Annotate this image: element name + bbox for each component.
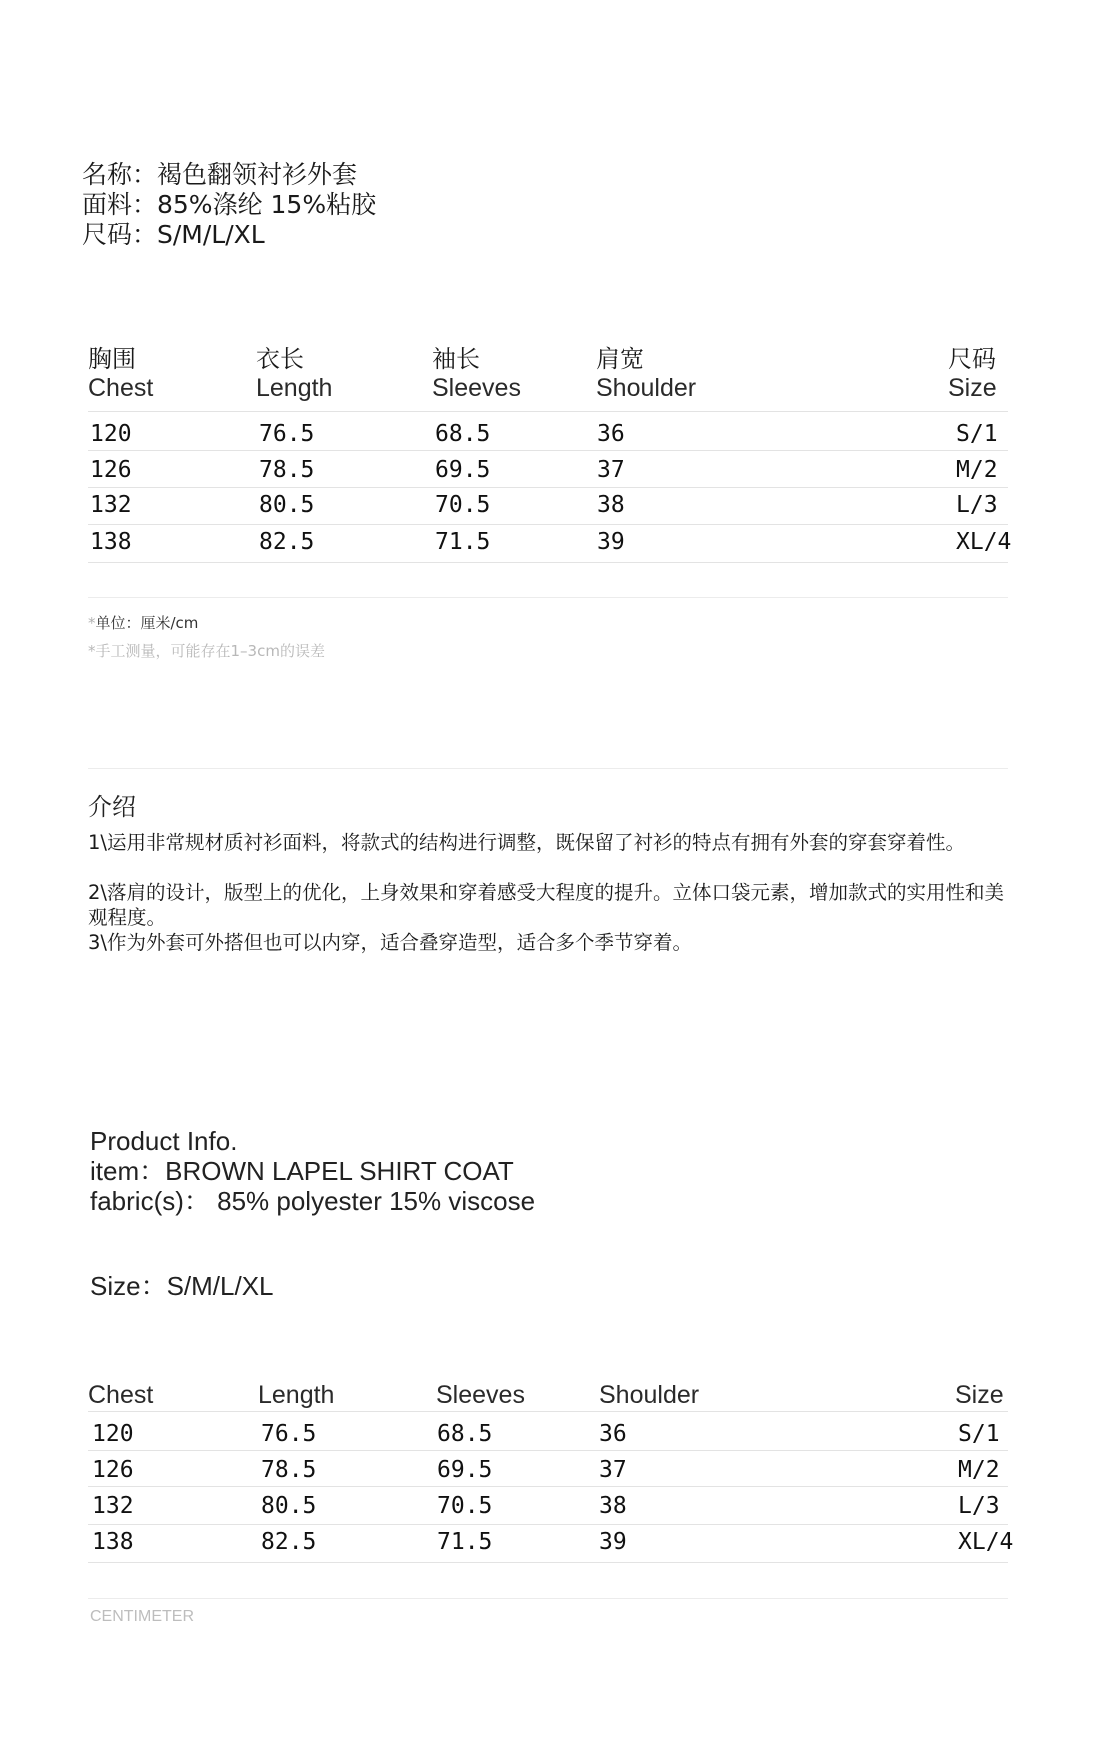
intro-paragraph: 2\落肩的设计，版型上的优化，上身效果和穿着感受大程度的提升。立体口袋元素，增加款式的实用性和美观程度。 <box>88 881 1004 929</box>
section-divider <box>88 1598 1008 1599</box>
product-item-en: item：BROWN LAPEL SHIRT COAT <box>90 1156 514 1186</box>
header-shoulder-cn: 肩宽 <box>596 345 644 373</box>
cell-chest: 132 <box>92 1493 134 1519</box>
cell-chest: 126 <box>92 1457 134 1483</box>
header-size-cn: 尺码 <box>948 345 996 373</box>
row-divider <box>88 1450 1008 1451</box>
cell-sleeves: 69.5 <box>435 457 491 483</box>
cell-shoulder: 37 <box>597 457 625 483</box>
row-divider <box>88 450 1008 451</box>
header-sleeves-en: Sleeves <box>432 374 521 402</box>
unit-note <box>88 612 198 633</box>
cell-shoulder: 37 <box>599 1457 627 1483</box>
header-length-en: Length <box>256 374 333 402</box>
cell-size: L/3 <box>958 1493 1000 1519</box>
row-divider <box>88 487 1008 488</box>
header-chest-en: Chest <box>88 374 154 402</box>
intro-paragraph: 1\运用非常规材质衬衫面料，将款式的结构进行调整，既保留了衬衫的特点有拥有外套的穿套穿着性。 <box>88 831 965 854</box>
cell-sleeves: 70.5 <box>437 1493 493 1519</box>
cell-length: 82.5 <box>261 1529 317 1555</box>
cell-length: 76.5 <box>261 1421 317 1447</box>
cell-size: XL/4 <box>956 529 1012 555</box>
header-sleeves-en: Sleeves <box>436 1381 525 1409</box>
cell-sleeves: 68.5 <box>437 1421 493 1447</box>
product-name-cn: 名称：褐色翻领衬衫外套 <box>82 160 358 189</box>
asterisk: * <box>88 614 96 632</box>
header-chest-en: Chest <box>88 1381 154 1409</box>
header-length <box>256 345 332 403</box>
header-size-en: Size <box>955 1381 1004 1409</box>
header-length-en: Length <box>258 1381 335 1409</box>
cell-size: L/3 <box>956 492 998 518</box>
cell-length: 78.5 <box>261 1457 317 1483</box>
row-divider <box>88 1486 1008 1487</box>
cell-shoulder: 38 <box>599 1493 627 1519</box>
header-size-en: Size <box>948 374 997 402</box>
header-size <box>948 345 997 403</box>
unit-label-en: CENTIMETER <box>90 1608 194 1625</box>
row-divider <box>88 411 1008 412</box>
cell-shoulder: 39 <box>597 529 625 555</box>
header-sleeves-cn: 袖长 <box>432 345 480 373</box>
unit-note-text: 单位：厘米/cm <box>95 614 199 632</box>
header-chest-cn: 胸围 <box>88 345 136 373</box>
cell-chest: 132 <box>90 492 132 518</box>
product-size-en: Size：S/M/L/XL <box>90 1271 274 1301</box>
cell-shoulder: 39 <box>599 1529 627 1555</box>
cell-size: S/1 <box>956 421 998 447</box>
cell-chest: 120 <box>90 421 132 447</box>
cell-sleeves: 69.5 <box>437 1457 493 1483</box>
header-length-cn: 衣长 <box>256 345 304 373</box>
cell-shoulder: 36 <box>599 1421 627 1447</box>
section-divider <box>88 768 1008 769</box>
header-shoulder-en: Shoulder <box>599 1381 700 1409</box>
cell-sleeves: 70.5 <box>435 492 491 518</box>
cell-length: 76.5 <box>259 421 315 447</box>
intro-title: 介绍 <box>88 793 136 821</box>
row-divider <box>88 1411 1008 1412</box>
cell-chest: 126 <box>90 457 132 483</box>
cell-size: M/2 <box>956 457 998 483</box>
cell-chest: 120 <box>92 1421 134 1447</box>
cell-size: M/2 <box>958 1457 1000 1483</box>
cell-length: 82.5 <box>259 529 315 555</box>
cell-sleeves: 68.5 <box>435 421 491 447</box>
row-divider <box>88 1524 1008 1525</box>
cell-shoulder: 38 <box>597 492 625 518</box>
cell-chest: 138 <box>92 1529 134 1555</box>
row-divider <box>88 562 1008 563</box>
section-divider <box>88 597 1008 598</box>
header-shoulder-en: Shoulder <box>596 374 697 402</box>
cell-sleeves: 71.5 <box>435 529 491 555</box>
row-divider <box>88 1562 1008 1563</box>
cell-length: 80.5 <box>261 1493 317 1519</box>
product-fabric-cn: 面料：85%涤纶 15%粘胶 <box>82 190 377 219</box>
header-shoulder <box>596 345 696 403</box>
cell-size: S/1 <box>958 1421 1000 1447</box>
cell-shoulder: 36 <box>597 421 625 447</box>
intro-paragraph: 3\作为外套可外搭但也可以内穿，适合叠穿造型，适合多个季节穿着。 <box>88 931 692 954</box>
cell-chest: 138 <box>90 529 132 555</box>
cell-length: 78.5 <box>259 457 315 483</box>
product-size-cn: 尺码：S/M/L/XL <box>82 220 265 249</box>
cell-length: 80.5 <box>259 492 315 518</box>
product-info-heading: Product Info. <box>90 1126 238 1156</box>
cell-sleeves: 71.5 <box>437 1529 493 1555</box>
cell-size: XL/4 <box>958 1529 1014 1555</box>
row-divider <box>88 524 1008 525</box>
header-sleeves <box>432 345 521 403</box>
measurement-note: *手工测量，可能存在1–3cm的误差 <box>88 642 325 660</box>
header-chest <box>88 345 153 403</box>
product-fabric-en: fabric(s)： 85% polyester 15% viscose <box>90 1186 536 1216</box>
